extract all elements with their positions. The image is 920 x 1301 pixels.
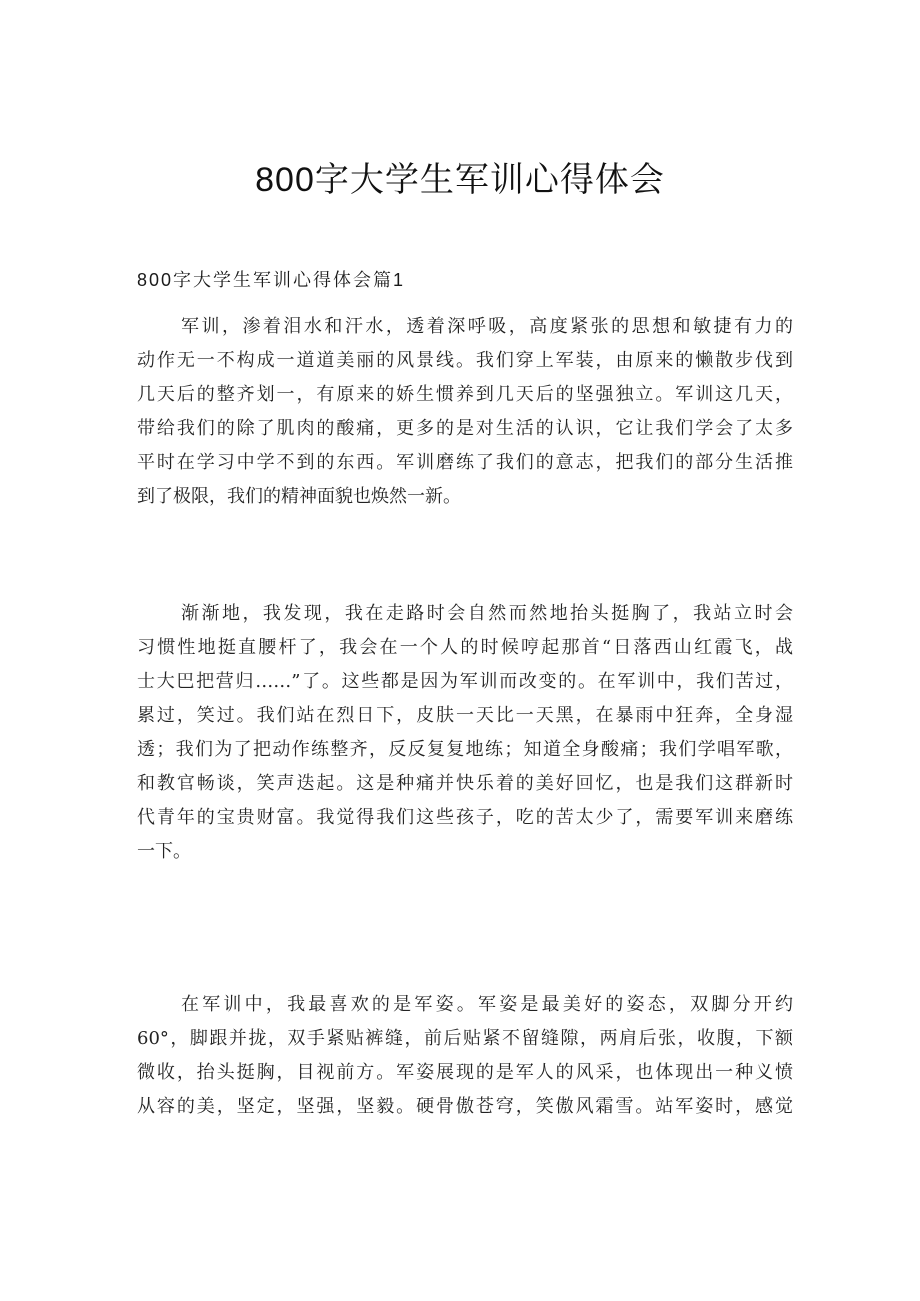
paragraph-line: 习惯性地挺直腰杆了，我会在一个人的时候哼起那首“日落西山红霞飞，战 — [137, 637, 793, 658]
paragraph-2 — [137, 597, 793, 869]
paragraph-line: 微收，抬头挺胸，目视前方。军姿展现的是军人的风采，也体现出一种义愤 — [137, 1062, 793, 1083]
paragraph-line: 动作无一不构成一道道美丽的风景线。我们穿上军装，由原来的懒散步伐到 — [137, 350, 793, 371]
paragraph-line: 军训，渗着泪水和汗水，透着深呼吸，高度紧张的思想和敏捷有力的 — [181, 316, 793, 337]
paragraph-3 — [137, 988, 793, 1124]
paragraph-line: 一下。 — [137, 841, 191, 862]
paragraph-line: 到了极限，我们的精神面貌也焕然一新。 — [137, 486, 461, 507]
paragraph-line: 几天后的整齐划一，有原来的娇生惯养到几天后的坚强独立。军训这几天， — [137, 384, 793, 405]
paragraph-line: 60°，脚跟并拢，双手紧贴裤缝，前后贴紧不留缝隙，两肩后张，收腹，下额 — [137, 1028, 793, 1049]
paragraph-line: 透；我们为了把动作练整齐，反反复复地练；知道全身酸痛；我们学唱军歌， — [137, 739, 793, 760]
section-heading: 800字大学生军训心得体会篇1 — [137, 270, 406, 290]
paragraph-line: 带给我们的除了肌肉的酸痛，更多的是对生活的认识，它让我们学会了太多 — [137, 418, 793, 439]
document-title: 800字大学生军训心得体会 — [255, 161, 665, 199]
paragraph-1 — [137, 310, 793, 514]
paragraph-line: 从容的美，坚定，坚强，坚毅。硬骨傲苍穹，笑傲风霜雪。站军姿时，感觉 — [137, 1096, 793, 1117]
paragraph-line: 士大巴把营归……”了。这些都是因为军训而改变的。在军训中，我们苦过， — [137, 671, 793, 692]
paragraph-line: 和教官畅谈，笑声迭起。这是种痛并快乐着的美好回忆，也是我们这群新时 — [137, 773, 793, 794]
paragraph-line: 代青年的宝贵财富。我觉得我们这些孩子，吃的苦太少了，需要军训来磨练 — [137, 807, 793, 828]
paragraph-line: 在军训中，我最喜欢的是军姿。军姿是最美好的姿态，双脚分开约 — [181, 994, 793, 1015]
paragraph-line: 渐渐地，我发现，我在走路时会自然而然地抬头挺胸了，我站立时会 — [181, 603, 793, 624]
paragraph-line: 累过，笑过。我们站在烈日下，皮肤一天比一天黑，在暴雨中狂奔，全身湿 — [137, 705, 793, 726]
paragraph-line: 平时在学习中学不到的东西。军训磨练了我们的意志，把我们的部分生活推 — [137, 452, 793, 473]
